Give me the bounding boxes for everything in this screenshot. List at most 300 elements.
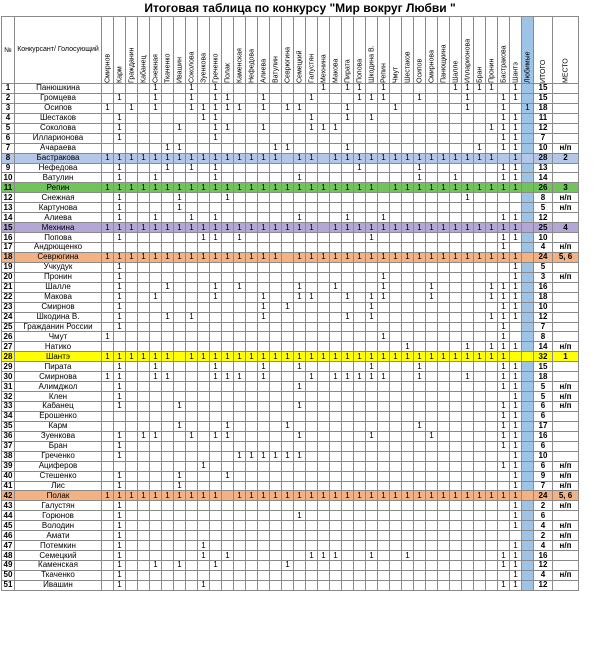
vote-cell: 1 [450,352,462,362]
vote-cell [450,570,462,580]
vote-cell [126,233,138,243]
vote-cell [318,302,330,312]
vote-cell: 1 [210,252,222,262]
vote-cell [414,84,426,94]
vote-cell: 1 [174,481,186,491]
vote-cell [414,292,426,302]
vote-cell: 1 [234,252,246,262]
vote-cell [342,93,354,103]
vote-cell: 1 [114,93,126,103]
vote-cell [462,461,474,471]
vote-cell: 1 [270,153,282,163]
total-cell: 10 [534,302,553,312]
vote-cell [258,570,270,580]
contestant-name: Греченко [15,451,102,461]
vote-cell: 1 [510,570,522,580]
table-row [2,451,579,461]
vote-cell: 1 [162,282,174,292]
vote-cell [462,173,474,183]
place-cell: н/п [553,570,579,580]
vote-cell [462,203,474,213]
vote-cell [486,322,498,332]
vote-cell [150,203,162,213]
vote-cell [342,332,354,342]
vote-cell [282,213,294,223]
header-total: ИТОГО [534,17,553,84]
vote-cell [282,173,294,183]
vote-cell [126,272,138,282]
vote-cell [354,551,366,561]
vote-cell: 1 [474,252,486,262]
vote-cell [426,332,438,342]
vote-cell: 1 [366,252,378,262]
vote-cell: 1 [306,372,318,382]
vote-cell [378,243,390,253]
vote-cell [102,541,114,551]
vote-cell: 1 [294,292,306,302]
vote-cell [150,113,162,123]
place-cell [553,292,579,302]
vote-cell [282,531,294,541]
vote-cell [222,292,234,302]
vote-cell [246,163,258,173]
vote-cell [186,402,198,412]
vote-cell [234,193,246,203]
vote-cell: 1 [318,84,330,94]
vote-cell [294,481,306,491]
table-row [2,223,579,233]
vote-cell [162,332,174,342]
vote-cell [222,312,234,322]
vote-cell: 1 [318,551,330,561]
vote-cell [450,143,462,153]
vote-cell [162,302,174,312]
vote-cell [174,382,186,392]
vote-cell [318,392,330,402]
total-cell: 24 [534,491,553,501]
vote-cell [162,84,174,94]
vote-cell [138,362,150,372]
header-voter: Чмут [390,17,402,84]
vote-cell: 1 [294,153,306,163]
vote-cell [234,213,246,223]
vote-cell [402,451,414,461]
vote-cell [390,272,402,282]
vote-cell [318,372,330,382]
header-voter: Галустян [306,17,318,84]
vote-cell [498,193,510,203]
vote-cell [390,392,402,402]
vote-cell [246,531,258,541]
vote-cell [222,561,234,571]
vote-cell: 1 [210,103,222,113]
vote-cell [450,511,462,521]
vote-cell [402,173,414,183]
place-cell: н/п [553,143,579,153]
vote-cell: 1 [222,352,234,362]
vote-cell: 1 [186,93,198,103]
vote-cell [486,362,498,372]
vote-cell: 1 [510,471,522,481]
vote-cell [126,213,138,223]
total-cell: 6 [534,461,553,471]
header-voter: Бран [474,17,486,84]
total-cell: 5 [534,203,553,213]
table-row [2,570,579,580]
vote-cell: 1 [462,372,474,382]
vote-cell [138,113,150,123]
vote-cell [150,193,162,203]
vote-cell [426,471,438,481]
vote-cell: 1 [450,84,462,94]
vote-cell [258,84,270,94]
vote-cell [438,243,450,253]
vote-cell [366,441,378,451]
vote-cell [246,392,258,402]
vote-cell [138,282,150,292]
vote-cell [210,302,222,312]
vote-cell [294,203,306,213]
vote-cell [102,133,114,143]
vote-cell [234,521,246,531]
vote-cell [378,382,390,392]
vote-cell [354,113,366,123]
vote-cell [354,511,366,521]
vote-cell [402,322,414,332]
table-row [2,123,579,133]
vote-cell [306,541,318,551]
vote-cell [174,342,186,352]
vote-cell [522,123,534,133]
vote-cell [258,511,270,521]
vote-cell [474,113,486,123]
row-number: 45 [2,521,15,531]
vote-cell [390,292,402,302]
vote-cell: 1 [498,352,510,362]
row-number: 11 [2,183,15,193]
vote-cell: 1 [462,153,474,163]
vote-cell [342,123,354,133]
vote-cell [354,282,366,292]
vote-cell [402,103,414,113]
vote-cell [426,461,438,471]
vote-cell [270,93,282,103]
vote-cell [138,402,150,412]
vote-cell [342,511,354,521]
vote-cell: 1 [114,262,126,272]
place-cell [553,173,579,183]
vote-cell: 1 [306,491,318,501]
vote-cell [174,372,186,382]
vote-cell [414,531,426,541]
vote-cell [390,511,402,521]
vote-cell: 1 [258,153,270,163]
vote-cell: 1 [342,352,354,362]
vote-cell [318,342,330,352]
row-number: 34 [2,411,15,421]
vote-cell [294,411,306,421]
table-row [2,193,579,203]
row-number: 6 [2,133,15,143]
vote-cell [318,292,330,302]
vote-cell [330,322,342,332]
vote-cell [498,272,510,282]
vote-cell [486,461,498,471]
vote-cell [390,411,402,421]
vote-cell [102,193,114,203]
vote-cell [246,282,258,292]
vote-cell [498,531,510,541]
vote-cell [318,223,330,233]
contestant-name: Зуенкова [15,431,102,441]
vote-cell [210,580,222,590]
vote-cell [450,272,462,282]
vote-cell [138,84,150,94]
vote-cell [486,372,498,382]
vote-cell: 1 [390,153,402,163]
vote-cell [366,421,378,431]
vote-cell [306,392,318,402]
vote-cell [378,471,390,481]
row-number: 23 [2,302,15,312]
vote-cell [174,213,186,223]
vote-cell [318,282,330,292]
vote-cell [282,292,294,302]
vote-cell [258,243,270,253]
vote-cell: 1 [294,402,306,412]
vote-cell: 1 [210,113,222,123]
vote-cell [294,302,306,312]
vote-cell [522,362,534,372]
header-voter: Гражданин [126,17,138,84]
vote-cell [222,282,234,292]
vote-cell [270,332,282,342]
vote-cell [414,501,426,511]
vote-cell [486,501,498,511]
vote-cell: 1 [510,561,522,571]
total-cell: 7 [534,481,553,491]
vote-cell [138,163,150,173]
vote-cell: 1 [366,372,378,382]
vote-cell [222,243,234,253]
vote-cell [330,302,342,312]
row-number: 13 [2,203,15,213]
vote-cell [138,511,150,521]
vote-cell [198,282,210,292]
vote-cell [186,362,198,372]
vote-cell [318,193,330,203]
vote-cell [222,213,234,223]
vote-cell [378,551,390,561]
vote-cell: 1 [402,551,414,561]
vote-cell [342,302,354,312]
vote-cell [102,570,114,580]
vote-cell [402,163,414,173]
vote-cell [126,511,138,521]
vote-cell [486,143,498,153]
vote-cell [282,580,294,590]
vote-cell [102,561,114,571]
vote-cell: 1 [150,561,162,571]
vote-cell [378,541,390,551]
vote-cell [246,471,258,481]
table-row [2,402,579,412]
vote-cell [126,561,138,571]
vote-cell: 1 [222,123,234,133]
vote-cell [342,541,354,551]
vote-cell [402,431,414,441]
place-cell: н/п [553,193,579,203]
vote-cell [282,233,294,243]
vote-cell [198,362,210,372]
vote-cell [246,372,258,382]
vote-cell: 1 [114,392,126,402]
vote-cell [402,501,414,511]
vote-cell [318,382,330,392]
vote-cell [438,193,450,203]
header-voter: Нефедова [246,17,258,84]
vote-cell [294,342,306,352]
vote-cell [234,332,246,342]
vote-cell [234,173,246,183]
vote-cell: 1 [354,163,366,173]
vote-cell [282,461,294,471]
vote-cell: 1 [414,223,426,233]
header-voter: Полак [222,17,234,84]
vote-cell: 1 [330,372,342,382]
vote-cell [234,461,246,471]
vote-cell [198,441,210,451]
vote-cell [234,272,246,282]
vote-cell [414,203,426,213]
vote-cell [462,431,474,441]
vote-cell [162,411,174,421]
vote-cell: 1 [342,223,354,233]
vote-cell: 1 [498,382,510,392]
vote-cell: 1 [198,223,210,233]
vote-cell [186,372,198,382]
vote-cell: 1 [510,93,522,103]
vote-cell [198,243,210,253]
vote-cell [498,501,510,511]
contestant-name: Мехнина [15,223,102,233]
table-row [2,551,579,561]
vote-cell: 1 [378,252,390,262]
table-row [2,411,579,421]
vote-cell [438,521,450,531]
vote-cell [174,441,186,451]
vote-cell [342,203,354,213]
vote-cell [426,243,438,253]
vote-cell: 1 [366,491,378,501]
vote-cell [414,382,426,392]
table-row [2,342,579,352]
vote-cell [162,322,174,332]
vote-cell [486,521,498,531]
vote-cell [126,441,138,451]
vote-cell [162,451,174,461]
vote-cell: 1 [150,292,162,302]
vote-cell [234,163,246,173]
vote-cell [246,332,258,342]
row-number: 38 [2,451,15,461]
vote-cell [210,402,222,412]
vote-cell [222,342,234,352]
total-cell: 13 [534,163,553,173]
table-row [2,103,579,113]
vote-cell [354,362,366,372]
total-cell: 7 [534,133,553,143]
vote-cell [450,541,462,551]
place-cell [553,262,579,272]
total-cell: 9 [534,471,553,481]
vote-cell: 1 [366,153,378,163]
vote-cell [246,521,258,531]
vote-cell [246,113,258,123]
contestant-name: Шкодина В. [15,312,102,322]
vote-cell [150,551,162,561]
vote-cell [270,531,282,541]
header-voter: Семецкий [294,17,306,84]
vote-cell [486,402,498,412]
vote-cell [270,203,282,213]
vote-cell [282,471,294,481]
vote-cell [342,262,354,272]
vote-cell [414,322,426,332]
vote-cell [462,570,474,580]
vote-cell [258,193,270,203]
vote-cell [354,451,366,461]
vote-cell: 1 [258,362,270,372]
vote-cell [246,441,258,451]
vote-cell [126,471,138,481]
place-cell: н/п [553,521,579,531]
vote-cell [402,93,414,103]
vote-cell [150,461,162,471]
vote-cell [330,163,342,173]
vote-cell [378,133,390,143]
vote-cell [522,570,534,580]
vote-cell [366,272,378,282]
vote-cell: 1 [486,312,498,322]
vote-cell [150,541,162,551]
vote-cell [378,173,390,183]
vote-cell: 1 [414,163,426,173]
vote-cell [390,213,402,223]
vote-cell [414,233,426,243]
vote-cell: 1 [510,392,522,402]
vote-cell [318,570,330,580]
vote-cell [522,312,534,322]
vote-cell: 1 [510,302,522,312]
vote-cell [246,362,258,372]
place-cell [553,213,579,223]
vote-cell [186,243,198,253]
vote-cell [234,84,246,94]
vote-cell [318,461,330,471]
vote-cell [450,342,462,352]
vote-cell [342,421,354,431]
vote-cell [318,521,330,531]
vote-cell: 1 [378,213,390,223]
vote-cell [354,342,366,352]
vote-cell: 1 [126,153,138,163]
total-cell: 10 [534,143,553,153]
vote-cell: 1 [450,223,462,233]
vote-cell [486,193,498,203]
vote-cell: 1 [366,362,378,372]
vote-cell: 1 [390,352,402,362]
